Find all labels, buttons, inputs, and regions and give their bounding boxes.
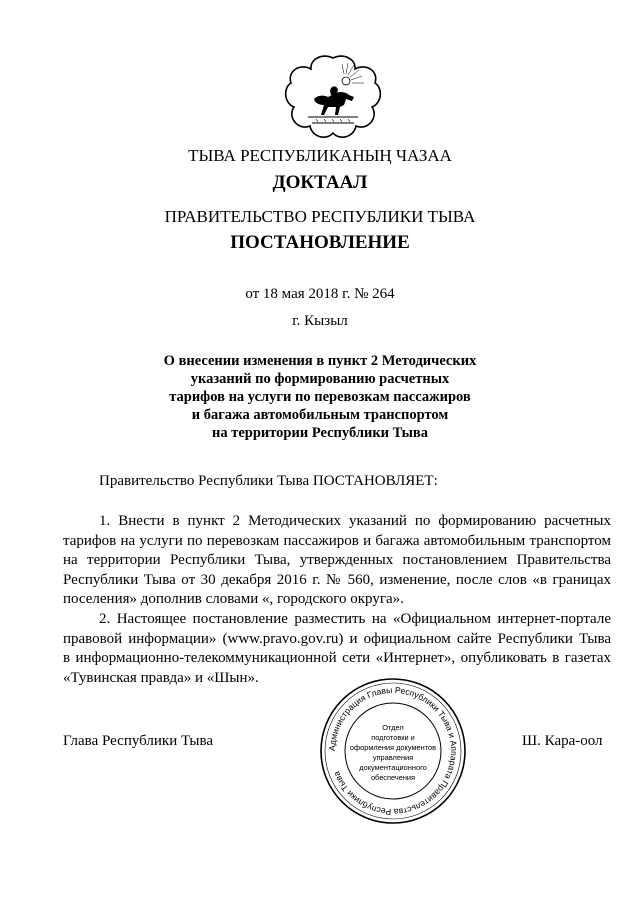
coat-of-arms-icon — [284, 55, 382, 139]
paragraph-line: в информационно-телекоммуникационной сети «Интернет», опубликовать в газетах — [63, 650, 611, 667]
stamp-line: документационного — [359, 763, 427, 772]
signatory-name: Ш. Кара-оол — [522, 733, 603, 749]
stamp-line: обеспечения — [370, 773, 416, 782]
header-doc-type: ПОСТАНОВЛЕНИЕ — [230, 232, 410, 253]
subject-line: тарифов на услуги по перевозкам пассажиров — [169, 389, 471, 405]
document-subject — [120, 352, 520, 442]
subject-line: и багажа автомобильным транспортом — [191, 407, 449, 423]
header-doc-type-tuvan: ДОКТААЛ — [272, 172, 368, 193]
signatory-title: Глава Республики Тыва — [63, 733, 214, 749]
document-date-number: от 18 мая 2018 г. № 264 — [245, 286, 395, 302]
document-city: г. Кызыл — [292, 313, 348, 329]
paragraph-line: 1. Внести в пункт 2 Методических указаний по формированию расчетных — [99, 513, 611, 529]
paragraph-line: поселения» дополнив словами «, городского округа». — [63, 591, 404, 608]
paragraph-line: Республики Тыва от 30 декабря 2016 г. № 560, изменение, после слов «в границах — [63, 571, 611, 588]
subject-line: указаний по формированию расчетных — [190, 371, 450, 387]
header-government: ПРАВИТЕЛЬСТВО РЕСПУБЛИКИ ТЫВА — [164, 207, 476, 226]
stamp-line: подготовки и — [371, 733, 415, 742]
resolution-intro: Правительство Республики Тыва ПОСТАНОВЛЯЕТ: — [99, 473, 438, 489]
paragraph-1 — [63, 512, 611, 610]
paragraph-line: «Тувинская правда» и «Шын». — [63, 669, 259, 686]
stamp-line: Отдел — [382, 723, 404, 732]
paragraph-line: 2. Настоящее постановление разместить на «Официальном интернет-портале — [99, 611, 611, 627]
header-tuvan-government: ТЫВА РЕСПУБЛИКАНЫҢ ЧАЗАА — [188, 146, 452, 165]
subject-line: на территории Республики Тыва — [211, 425, 429, 441]
paragraph-line: на территории Республики Тыва, утвержденных постановлением Правительства — [63, 552, 611, 569]
paragraph-line: тарифов на услуги по перевозкам пассажиров и багажа автомобильным транспортом — [63, 532, 611, 549]
official-stamp — [318, 676, 468, 826]
paragraph-line: правовой информации» (www.pravo.gov.ru) и официальном сайте Республики Тыва — [63, 630, 611, 647]
stamp-line: оформления документов — [349, 743, 437, 752]
subject-line: О внесении изменения в пункт 2 Методических — [163, 353, 477, 369]
stamp-line: управления — [372, 753, 414, 762]
stamp-ring-text: Администрация Главы Республики Тыва и Аппарата Правительства Республики Тыва — [326, 684, 460, 818]
